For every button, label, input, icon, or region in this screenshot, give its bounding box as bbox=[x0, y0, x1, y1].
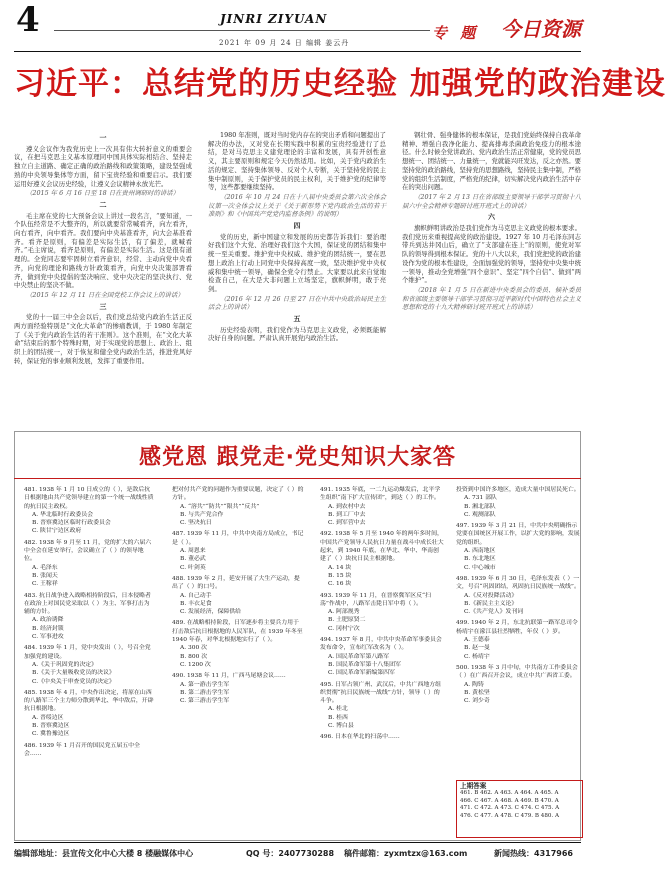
answers-title: 上期答案 bbox=[460, 782, 487, 790]
masthead bbox=[14, 0, 581, 50]
article-column-3 bbox=[402, 131, 581, 429]
question-text: 500. 1938 年 3 月中旬，中共南方工作委员会（ ）在广西召开会议，成立中共广西省工委。 bbox=[456, 664, 578, 680]
quiz-question bbox=[320, 636, 444, 677]
answer-option: B. 赵一曼 bbox=[464, 645, 490, 652]
answer-option: C. 到军营中去 bbox=[328, 520, 366, 527]
article-paragraph: 毛主席在党的七大预备会议上讲过一段名言，“要知道，一个队伍经常是不大整齐的，所以就要常常喊看齐，向左看齐，向右看齐，向中看齐。我们要向中央基准看齐，向大会基准看齐。看齐是原则，有偏差是实际生活，有了偏差，就喊看齐。”毛主席说，看齐是原则，有偏差是实际生活。这是很有道理的。全党同志要牢固树立看齐意识，经常、主动向党中央看齐，向党的理论和路线方针政策看齐，向党中央决策部署看齐，做到党中央提倡的坚决响应、党中央决定的坚决执行、党中央禁止的坚决不做。 bbox=[14, 211, 192, 290]
quiz-question bbox=[24, 689, 154, 739]
section-number: 一 bbox=[99, 133, 107, 142]
footer-rule bbox=[14, 842, 581, 843]
article-paragraph: 党的历史，新中国建立和发展的历史都告诉我们：要治理好我们这个大党、治理好我们这个大国，保证党的团结和集中统一至关重要。维护党中央权威、维护党的团结统一，要在思想上政治上行动上同党中央保持高度一致，坚决维护党中央权威和集中统一领导，确保全党令行禁止。大家要以此来自觉地检查自己，在大是大非问题上立场坚定，旗帜鲜明，敢于亮剑。 bbox=[208, 232, 386, 293]
question-text: 484. 1939 年 1 月，党中央发出（ ），号召全党加强党的建设。 bbox=[24, 645, 151, 660]
answer-option: C.《共产党人》发刊词 bbox=[464, 609, 524, 616]
answers-row: 476. C 477. A 478. C 479. B 480. A bbox=[460, 812, 560, 819]
question-text: 488. 1939 年 2 月，延安开展了大生产运动，提出了（ ）的口号。 bbox=[172, 575, 300, 591]
quiz-question bbox=[456, 522, 581, 572]
answer-option: B. 董必武 bbox=[180, 556, 206, 563]
answer-option: C. 国民革命军新编第四军 bbox=[328, 670, 395, 677]
quiz-question bbox=[456, 619, 581, 660]
newspaper-logo: 今日资源 bbox=[501, 17, 581, 41]
footer-qq: QQ 号：2407730288 bbox=[246, 849, 335, 858]
section-number: 四 bbox=[293, 221, 301, 231]
section-number: 三 bbox=[99, 301, 107, 311]
answer-option: B. 土肥原贤二 bbox=[328, 617, 366, 624]
answer-option: B.《新民主主义论》 bbox=[464, 600, 518, 607]
answer-option: A. 731 部队 bbox=[464, 495, 497, 502]
answer-option: C. 发展经济，保障供给 bbox=[180, 609, 242, 616]
answer-option: C. 1200 次 bbox=[180, 661, 211, 668]
question-text: 493. 1939 年 11 月，在晋察冀军区反“扫荡”作战中，八路军击毙日军中将（ ）。 bbox=[320, 592, 431, 607]
masthead-underline bbox=[14, 51, 581, 52]
answers-row: 466. C 467. A 468. A 469. B 470. A bbox=[460, 797, 559, 804]
answer-option: C. 刘少奇 bbox=[464, 698, 490, 705]
answer-option: A. 第一游击学生军 bbox=[180, 681, 230, 688]
quiz-column-4 bbox=[456, 486, 581, 776]
question-text: 495. 日军占领广州、武汉后，中共广西地方组织贯彻“抗日民族统一战线”方针，领导（ ）的斗争。 bbox=[320, 681, 442, 705]
answer-option: B.《关于大量吸收党员的决议》 bbox=[32, 670, 115, 677]
question-text: 482. 1938 年 9 月至 11 月，党的扩大的六届六中全会在延安举行，会议确立了（ ）的领导地位。 bbox=[24, 539, 152, 563]
quiz-question bbox=[456, 664, 581, 705]
quiz-title-rule bbox=[14, 478, 581, 479]
date-editor-line: 2021 年 09 月 24 日 编辑 姜云丹 bbox=[219, 39, 350, 47]
answer-option: C. 冀鲁豫边区 bbox=[32, 731, 70, 738]
answer-option: C. 杨靖宇 bbox=[464, 653, 490, 660]
answer-option: A. 自己动手 bbox=[180, 592, 212, 599]
masthead-pinyin: JINRI ZIYUAN bbox=[220, 12, 328, 26]
quiz-question bbox=[172, 575, 304, 616]
page-number: 4 bbox=[16, 0, 40, 40]
previous-answers-box bbox=[456, 780, 583, 838]
quiz-question bbox=[24, 592, 154, 642]
source-note: （2016 年 12 月 26 日至 27 日在中共中央政治局民主生活会上的讲话） bbox=[208, 294, 386, 312]
answer-option: C.《中央关于审查党员的决定》 bbox=[32, 678, 115, 685]
answer-option: B. 与共产党合作 bbox=[180, 511, 224, 518]
question-text: 497. 1939 年 3 月 21 日，中共中央明确指示党要在国统区开展工作，以扩大党的影响，发展党的组织。 bbox=[456, 523, 580, 546]
quiz-column-3 bbox=[320, 486, 444, 846]
answer-option: C. 陕甘宁边区政府 bbox=[32, 528, 82, 535]
answer-option: C. 坚决抗日 bbox=[180, 520, 212, 527]
answers-row: 461. B 462. A 463. A 464. A 465. A bbox=[460, 790, 559, 797]
answer-option: A. 国民革命军第八路军 bbox=[328, 653, 390, 660]
answers-row: 471. C 472. A 473. C 474. C 475. A bbox=[460, 805, 560, 812]
answer-option: C. 16 块 bbox=[328, 581, 352, 588]
answer-option: C. 博白县 bbox=[328, 723, 354, 730]
masthead-rule bbox=[54, 30, 430, 31]
footer-email: 稿件邮箱：zyxmtzx@163.com bbox=[344, 849, 468, 858]
answer-option: B. 晋察冀边区 bbox=[32, 723, 70, 730]
answer-option: A. 毛泽东 bbox=[32, 564, 58, 571]
question-text: 494. 1937 年 8 月，中共中央革命军事委员会发布命令，宣布红军改名为（ ）。 bbox=[320, 637, 442, 652]
answer-option: A. 陶铸 bbox=[464, 681, 484, 688]
question-text: 487. 1939 年 11 月，中共中央南方局成立，书记是（ ）。 bbox=[172, 531, 304, 546]
question-text: 投资到中国许多地区，造成大量中国居民死亡。 bbox=[456, 487, 580, 493]
answer-option: A. 政治诱降 bbox=[32, 617, 64, 624]
quiz-question bbox=[320, 733, 444, 741]
section-label: 专 题 bbox=[432, 24, 480, 42]
answer-option: A.《关于巩固党的决定》 bbox=[32, 661, 98, 668]
answer-option: B. 晋察冀边区临时行政委员会 bbox=[32, 520, 111, 527]
article-paragraph: 旗帜鲜明讲政治是我们党作为马克思主义政党的根本要求。我们党历来重视提高党的政治建设。1927 年 10 月毛泽东同志带兵到达井冈山后，确立了“支部建在连上”的原则，使党对军队的领导得到根本保证。党的十八大以来，我们党把党的政治建设作为党的根本性建设，全面加强党的领导，坚持党中央集中统一领导，推动全党增强“四个意识”、坚定“四个自信”、做到“两个维护”。 bbox=[402, 224, 581, 285]
question-text: 491. 1935 年底，一二九运动爆发后，北平学生组织“南下扩大宣传团”，到达（ ）的工作。 bbox=[320, 487, 441, 502]
question-text: 499. 1940 年 2 月，东北抗联第一路军总司令杨靖宇在濛江县壮烈牺牲，年仅（ ）岁。 bbox=[456, 620, 578, 635]
answer-option: C. 冈村宁次 bbox=[328, 625, 360, 632]
answer-option: A. 王德泰 bbox=[464, 637, 490, 644]
article-paragraph: 遵义会议作为我党历史上一次具有伟大转折意义的重要会议，在把马克思主义基本原理同中国具体实际相结合、坚持走独立自主道路、确定正确的政治路线和政策策略，建设坚强成熟的中央领导集体等方面，留下宝贵经验和重要启示。我们要运用好遵义会议历史经验，让遵义会议精神永放光芒。 bbox=[14, 144, 192, 188]
answer-option: A. 阿部规秀 bbox=[328, 609, 360, 616]
question-text: 496. 日本在华北的扫荡中…… bbox=[320, 734, 400, 741]
question-text: 489. 在战略相持阶段，日军逐步将主要兵力用于打击敌后抗日根据地的人民军队，在 1939 年冬至 1940 年春，对华北根据地实行了（ ）。 bbox=[172, 620, 303, 644]
answer-option: B. 张闻天 bbox=[32, 572, 58, 579]
quiz-title: 感党恩 跟党走·党史知识大家答 bbox=[138, 445, 457, 470]
quiz-question bbox=[172, 672, 304, 705]
answer-option: A. 华北临时行政委员会 bbox=[32, 511, 94, 518]
question-text: 485. 1938 年 4 月，中央作出决定，将原在山西的八路军三个主力师分散到华北、华中敌后，开辟抗日根据地。 bbox=[24, 689, 154, 713]
quiz-question bbox=[320, 530, 444, 588]
quiz-question bbox=[320, 486, 444, 527]
question-text: 490. 1938 年 11 月，广西马尾塘会议…… bbox=[172, 673, 286, 680]
answer-option: A. 14 块 bbox=[328, 564, 352, 571]
answer-option: A. 到农村中去 bbox=[328, 503, 366, 510]
answer-option: A. 周恩来 bbox=[180, 548, 206, 555]
main-headline: 习近平：总结党的历史经验 加强党的政治建设 bbox=[14, 66, 666, 102]
answer-option: A. “溶共”“防共”“限共”“反共” bbox=[180, 503, 260, 510]
source-note: （2017 年 2 月 13 日在省部级主要领导干部学习贯彻十八届六中全会精神专题研讨班开班式上的讲话） bbox=[402, 192, 581, 210]
source-note: （2016 年 10 月 24 日在十八届中央委员会第六次全体会议第一次全体会议上关于《关于新形势下党内政治生活的若干准则》和《中国共产党党内监督条例》的说明） bbox=[208, 192, 386, 219]
answer-option: B. 第二游击学生军 bbox=[180, 689, 230, 696]
section-number: 五 bbox=[293, 314, 301, 324]
answer-option: C. 第三游击学生军 bbox=[180, 698, 230, 705]
quiz-question bbox=[172, 619, 304, 669]
question-text: 498. 1939 年 6 月 30 日，毛泽东发表（ ）一文，号召“巩固团结，巩固抗日民族统一战线”。 bbox=[456, 575, 580, 591]
quiz-question bbox=[24, 742, 154, 759]
source-note: （2015 年 6 月 16 日至 18 日在贵州调研时的讲话） bbox=[26, 189, 180, 198]
footer-hotline: 新闻热线：4317966 bbox=[494, 849, 573, 858]
answer-option: C. 中心城市 bbox=[464, 564, 496, 571]
answer-option: C. 王稼祥 bbox=[32, 581, 58, 588]
source-note: （2018 年 1 月 5 日在新进中央委员会的委员、候补委员和省部级主要领导干部学习贯彻习近平新时代中国特色社会主义思想和党的十九大精神研讨班开班式上的讲话） bbox=[402, 285, 581, 312]
source-note: （2015 年 12 月 11 日在全国党校工作会议上的讲话） bbox=[26, 290, 184, 299]
quiz-question bbox=[24, 539, 154, 589]
answer-option: B. 黄松坚 bbox=[464, 689, 490, 696]
answer-option: B. 湘北部队 bbox=[464, 503, 496, 510]
quiz-question bbox=[320, 592, 444, 633]
article-paragraph: 1980 年准则，既对当时党内存在的突出矛盾和问题提出了解决的办法，又对党在长期实践中积累的宝贵经验进行了总结，是对马克思主义建党理论的丰富和发展，具有开创性意义，其主要原则和规定今天仍然适用。比如，关于党内政治生活的规定、坚持集体领导、反对个人专断，关于坚持党的民主集中制原则，关于保护党员的民主权利，关于维护党的纪律等等，这些都要继续坚持。 bbox=[208, 131, 386, 192]
article-paragraph: 钢壮骨、强身健体的根本保证，是我们党始终保持自我革命精神、增强自我净化能力、提高排毒杀菌政治免疫力的根本途径。什么时候全党讲政治、党内政治生活正常健康，党的党员思想统一、团结统一、力量统一，党就能兴旺发达，反之亦然。要坚持党的政治路线，坚持党的思想路线，坚持民主集中制，严格党的组织生活制度，严格党的纪律，切实解决党内政治生活中存在的突出问题。 bbox=[402, 131, 581, 192]
question-text: 481. 1938 年 1 月 10 日成立的（ ），是敌后抗日根据地由共产党领导建立的第一个统一战线性质的抗日民主政权。 bbox=[24, 487, 154, 510]
answer-option: C. 观测部队 bbox=[464, 511, 496, 518]
answer-option: A. 西南地区 bbox=[464, 548, 496, 555]
answer-option: B. 桂西 bbox=[328, 714, 348, 721]
answer-option: C. 军事进攻 bbox=[32, 634, 64, 641]
answer-option: B. 国民革命军第十八集团军 bbox=[328, 661, 401, 668]
answer-option: B. 东北地区 bbox=[464, 556, 496, 563]
quiz-question bbox=[24, 486, 154, 536]
article-column-1 bbox=[14, 131, 192, 429]
quiz-question bbox=[456, 575, 581, 616]
answer-option: A.《反对投降活动》 bbox=[464, 592, 518, 599]
answer-option: B. 15 块 bbox=[328, 572, 352, 579]
article-paragraph: 党的十一届三中全会以后，我们党总结党内政治生活正反两方面经验特别是“文化大革命”的惨痛教训，于 1980 年制定了《关于党内政治生活的若干准则》。这个准则，在“文化大革命”结束后的那个特殊时期，对于实现党的思想上、政治上、组织上的团结统一，对于恢复和健全党内政治生活，推进党风好转，保证党的事业顺利发展，发挥了重要作用。 bbox=[14, 313, 192, 365]
quiz-question bbox=[456, 486, 581, 519]
quiz-question bbox=[24, 644, 154, 685]
question-text: 把对付共产党的问题作为重要议题，决定了（ ）的方针。 bbox=[172, 487, 304, 502]
question-text: 486. 1939 年 1 月召开的国民党五届五中全会…… bbox=[24, 742, 140, 757]
quiz-question bbox=[320, 681, 444, 731]
answer-option: A. 桂北 bbox=[328, 706, 348, 713]
answer-option: B. 800 次 bbox=[180, 653, 208, 660]
question-text: 483. 抗日战争进入战略相持阶段后，日本侵略者在政治上对国民党采取以（ ）为主、军事打击为辅的方针。 bbox=[24, 592, 151, 616]
section-number: 六 bbox=[488, 212, 495, 222]
quiz-column-2 bbox=[172, 486, 304, 846]
answer-option: C. 叶剑英 bbox=[180, 564, 206, 571]
footer-address: 编辑部地址：县宣传文化中心大楼 8 楼融媒体中心 bbox=[14, 849, 194, 858]
answer-option: A. 晋绥边区 bbox=[32, 714, 64, 721]
question-text: 492. 1938 年 5 月至 1940 年的两年多时间，中国共产党领导人民抗日力量在战斗中成长壮大起来，到 1940 年底，在华北、华中、华南创建了（ ）块抗日民主根据地。 bbox=[320, 531, 444, 563]
quiz-question bbox=[172, 486, 304, 527]
answer-option: B. 经济封锁 bbox=[32, 625, 64, 632]
article-paragraph: 历史经验表明，我们党作为马克思主义政党，必须既能解决好自身的问题。严肃认真开展党内政治生活。 bbox=[208, 325, 386, 343]
article-column-2 bbox=[208, 131, 386, 429]
quiz-column-1 bbox=[24, 486, 154, 846]
answer-option: B. 到工厂中去 bbox=[328, 511, 366, 518]
answer-option: B. 丰衣足食 bbox=[180, 600, 212, 607]
quiz-question bbox=[172, 530, 304, 571]
section-number: 二 bbox=[99, 199, 107, 209]
answer-option: A. 300 次 bbox=[180, 645, 208, 652]
